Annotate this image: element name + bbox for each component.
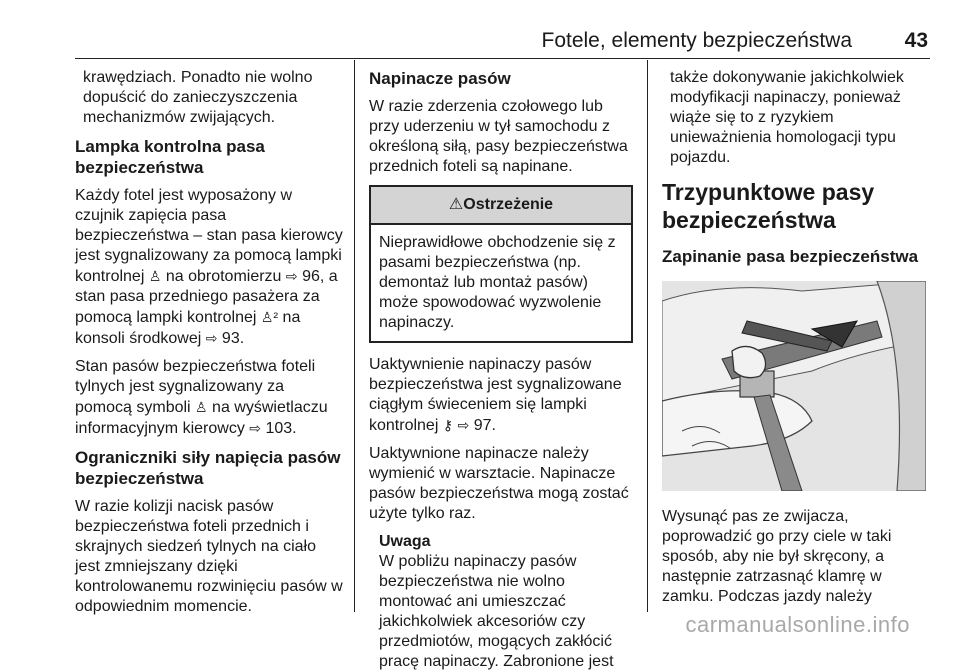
paragraph-replacement: Uaktywnione napinacze należy wymienić w warsztacie. Napinacze pasów bezpieczeństwa mogą zostać użyte tylko raz. — [369, 445, 629, 522]
passenger-seatbelt-icon: ♙² — [260, 309, 279, 325]
paragraph-rear-belts: Stan pasów bezpieczeństwa foteli tylnych jest sygnalizowany za pomocą symboli ♙ na wyświetlaczu informacyjnym kierowcy ⇨ 103. — [75, 358, 328, 437]
heading-three-point-belts: Trzypunktowe pasy bezpieczeństwa — [662, 179, 875, 233]
seatbelt-icon: ♙ — [148, 268, 162, 284]
watermark: carmanualsonline.info — [685, 612, 910, 637]
warning-text: Nieprawidłowe obchodzenie się z pasami bezpieczeństwa (np. demontaż lub montaż pasów) może spowodować wyzwolenie napinaczy. — [379, 234, 616, 331]
seatbelt-drawing — [662, 281, 926, 491]
warning-title: Ostrzeżenie — [463, 196, 554, 213]
paragraph-load-limiters: W razie kolizji nacisk pasów bezpieczeństwa foteli przednich i skrajnych siedzeń tylnych na ciało jest zmniejszany dzięki kontrolowanemu rozwinięciu pasów w odpowiednim momencie. — [75, 498, 343, 615]
column-3 — [662, 68, 928, 615]
paragraph-pretensioners: W razie zderzenia czołowego lub przy uderzeniu w tył samochodu z określoną siłą, pasy bezpieczeństwa przednich foteli są napinane. — [369, 98, 628, 175]
heading-seatbelt-reminder: Lampka kontrolna pasa bezpieczeństwa — [75, 137, 265, 177]
warning-icon: ⚠ — [448, 196, 464, 213]
seatbelt-icon: ♙ — [195, 399, 208, 415]
seatbelt-illustration — [662, 281, 926, 491]
note-box — [369, 532, 633, 672]
page-title: Fotele, elementy bezpieczeństwa — [541, 29, 852, 52]
page-ref-icon: ⇨ — [249, 420, 261, 436]
paragraph-continued: krawędziach. Ponadto nie wolno dopuścić do zanieczyszczenia mechanizmów zwijających. — [83, 69, 313, 126]
page-ref-icon: ⇨ — [205, 330, 218, 346]
heading-load-limiters: Ograniczniki siły napięcia pasów bezpieczeństwa — [75, 448, 341, 488]
pretensioner-icon: ⚷ — [442, 417, 454, 433]
column-1 — [75, 68, 343, 625]
column-divider-2 — [647, 60, 648, 612]
heading-pretensioners: Napinacze pasów — [369, 69, 511, 88]
page-ref-icon: ⇨ — [457, 417, 470, 433]
heading-fastening: Zapinanie pasa bezpieczeństwa — [662, 247, 919, 266]
header-rule — [75, 58, 930, 59]
column-2 — [369, 68, 633, 672]
note-title: Uwaga — [379, 533, 431, 550]
paragraph-continued: także dokonywanie jakichkolwiek modyfikacji napinaczy, ponieważ wiąże się to z ryzykiem unieważnienia homologacji typu pojazdu. — [670, 69, 904, 166]
warning-header — [371, 187, 631, 225]
paragraph-fastening: Wysunąć pas ze zwijacza, poprowadzić go przy ciele w taki sposób, aby nie był skręcony, a następnie zatrzasnąć klamrę w zamku. Podczas jazdy należy — [662, 508, 892, 605]
paragraph-seatbelt-reminder: Każdy fotel jest wyposażony w czujnik zapięcia pasa bezpieczeństwa – stan pasa kierowcy jest sygnalizowany za pomocą lampki kontrolnej ♙ na obrotomierzu ⇨ 96, a stan pasa przedniego pasażera za pomocą lampki kontrolnej ♙² na konsoli środkowej ⇨ 93. — [75, 187, 343, 347]
paragraph-activation: Uaktywnienie napinaczy pasów bezpieczeństwa jest sygnalizowane ciągłym świeceniem się lampki kontrolnej ⚷ ⇨ 97. — [369, 356, 622, 434]
page-number: 43 — [904, 29, 928, 52]
page-ref-icon: ⇨ — [285, 268, 298, 284]
warning-box — [369, 185, 633, 343]
note-text: W pobliżu napinaczy pasów bezpieczeństwa nie wolno montować ani umieszczać jakichkolwiek akcesoriów czy przedmiotów, mogących zakłócić pracę napinaczy. Zabronione jest — [379, 553, 614, 670]
column-divider-1 — [354, 60, 355, 612]
